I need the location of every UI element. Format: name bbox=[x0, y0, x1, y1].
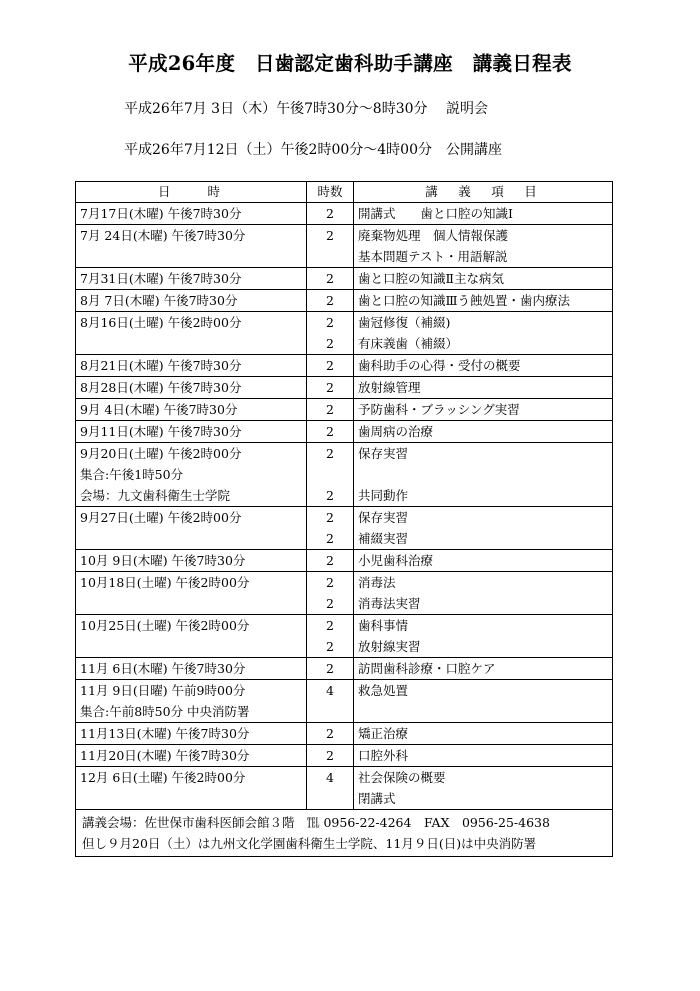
hours-cell bbox=[307, 225, 354, 268]
date-cell bbox=[76, 680, 307, 723]
hours-cell bbox=[307, 421, 354, 443]
open-lecture-line: 平成26年7月12日（土）午後2時00分〜4時00分 公開講座 bbox=[124, 142, 502, 158]
hours-cell bbox=[307, 615, 354, 658]
date-line: 7月 24日(木曜) 午後7時30分 bbox=[80, 228, 246, 243]
topic-cell bbox=[354, 507, 613, 550]
date-cell bbox=[76, 399, 307, 421]
footer-cell bbox=[76, 810, 613, 857]
date-line: 8月28日(木曜) 午後7時30分 bbox=[80, 380, 242, 395]
hours-value: 2 bbox=[326, 553, 334, 568]
hours-value: 2 bbox=[326, 402, 334, 417]
date-cell bbox=[76, 658, 307, 680]
date-cell bbox=[76, 312, 307, 355]
topic-line: 放射線実習 bbox=[358, 639, 421, 654]
datetime-header: 日 時 bbox=[76, 182, 307, 203]
hours-value: 2 bbox=[326, 358, 334, 373]
hours-cell bbox=[307, 443, 354, 507]
topic-line: 保存実習 bbox=[358, 510, 409, 525]
topic-line: 閉講式 bbox=[358, 791, 396, 806]
table-row bbox=[76, 225, 613, 268]
hours-value bbox=[311, 701, 349, 722]
date-line bbox=[80, 528, 302, 549]
topic-line: 共同動作 bbox=[358, 488, 409, 503]
date-line: 9月20日(土曜) 午後2時00分 bbox=[80, 446, 242, 461]
date-cell bbox=[76, 572, 307, 615]
topic-line: 消毒法実習 bbox=[358, 596, 421, 611]
date-line: 集合:午前8時50分 中央消防署 bbox=[80, 704, 250, 719]
topic-line: 歯と口腔の知識Ⅲう蝕処置・歯内療法 bbox=[358, 293, 571, 308]
date-line: 11月 9日(日曜) 午前9時00分 bbox=[80, 683, 246, 698]
topic-line: 保存実習 bbox=[358, 446, 409, 461]
hours-value: 4 bbox=[326, 683, 334, 698]
hours-cell bbox=[307, 268, 354, 290]
hours-cell bbox=[307, 723, 354, 745]
topic-cell bbox=[354, 268, 613, 290]
topic-line: 小児歯科治療 bbox=[358, 553, 434, 568]
hours-cell bbox=[307, 658, 354, 680]
date-cell bbox=[76, 355, 307, 377]
topic-cell bbox=[354, 203, 613, 225]
venue-note: 講義会場：佐世保市歯科医師会館３階 ℡ 0956-22-4264 FAX 0956-25-4638 bbox=[82, 815, 550, 830]
topic-line: 消毒法 bbox=[358, 575, 396, 590]
topic-cell bbox=[354, 443, 613, 507]
table-row bbox=[76, 658, 613, 680]
date-cell bbox=[76, 377, 307, 399]
topic-cell bbox=[354, 421, 613, 443]
hours-value: 4 bbox=[326, 770, 334, 785]
topic-line: 口腔外科 bbox=[358, 748, 409, 763]
page-title: 平成26年度 日歯認定歯科助手講座 講義日程表 bbox=[128, 52, 572, 75]
date-line: 7月17日(木曜) 午後7時30分 bbox=[80, 206, 242, 221]
date-cell bbox=[76, 507, 307, 550]
hours-value: 2 bbox=[326, 510, 334, 525]
date-line: 10月18日(土曜) 午後2時00分 bbox=[80, 575, 250, 590]
hours-cell bbox=[307, 745, 354, 767]
topic-line: 歯と口腔の知識Ⅱ主な病気 bbox=[358, 271, 504, 286]
topic-line bbox=[358, 701, 608, 722]
hours-value: 2 bbox=[326, 596, 334, 611]
date-line: 10月 9日(木曜) 午後7時30分 bbox=[80, 553, 246, 568]
date-cell bbox=[76, 615, 307, 658]
hours-value: 2 bbox=[326, 488, 334, 503]
hours-value: 2 bbox=[326, 446, 334, 461]
topic-line: 基本問題テスト・用語解説 bbox=[358, 249, 508, 264]
topic-line: 歯周病の治療 bbox=[358, 424, 434, 439]
date-line: 11月13日(木曜) 午後7時30分 bbox=[80, 726, 250, 741]
topic-cell bbox=[354, 225, 613, 268]
date-line bbox=[80, 333, 302, 354]
date-cell bbox=[76, 723, 307, 745]
hours-cell bbox=[307, 399, 354, 421]
date-line: 会場：九文歯科衛生士学院 bbox=[80, 488, 231, 503]
topic-cell bbox=[354, 680, 613, 723]
hours-cell bbox=[307, 290, 354, 312]
topic-line: 歯科助手の心得・受付の概要 bbox=[358, 358, 521, 373]
table-row bbox=[76, 290, 613, 312]
hours-cell bbox=[307, 550, 354, 572]
hours-value: 2 bbox=[326, 271, 334, 286]
date-cell bbox=[76, 550, 307, 572]
topic-cell bbox=[354, 550, 613, 572]
topic-cell bbox=[354, 355, 613, 377]
hours-cell bbox=[307, 312, 354, 355]
date-line: 10月25日(土曜) 午後2時00分 bbox=[80, 618, 250, 633]
topic-line: 放射線管理 bbox=[358, 380, 421, 395]
topic-cell bbox=[354, 399, 613, 421]
footer-row bbox=[76, 810, 613, 857]
date-line: 8月21日(木曜) 午後7時30分 bbox=[80, 358, 242, 373]
table-row bbox=[76, 355, 613, 377]
hours-cell bbox=[307, 377, 354, 399]
topic-line bbox=[358, 464, 608, 485]
date-line: 9月11日(木曜) 午後7時30分 bbox=[80, 424, 242, 439]
hours-cell bbox=[307, 355, 354, 377]
table-row bbox=[76, 312, 613, 355]
topic-cell bbox=[354, 658, 613, 680]
topic-cell bbox=[354, 723, 613, 745]
hours-value bbox=[311, 464, 349, 485]
table-row bbox=[76, 268, 613, 290]
table-header-row bbox=[76, 182, 613, 203]
topic-line: 廃棄物処理 個人情報保護 bbox=[358, 228, 509, 243]
topic-line: 開講式 歯と口腔の知識Ⅰ bbox=[358, 206, 513, 221]
hours-cell bbox=[307, 767, 354, 810]
topic-line: 救急処置 bbox=[358, 683, 409, 698]
date-cell bbox=[76, 443, 307, 507]
table-row bbox=[76, 203, 613, 225]
date-cell bbox=[76, 745, 307, 767]
hours-value: 2 bbox=[326, 228, 334, 243]
date-line bbox=[80, 788, 302, 809]
topic-cell bbox=[354, 615, 613, 658]
date-line: 集合:午後1時50分 bbox=[80, 467, 184, 482]
table-row bbox=[76, 615, 613, 658]
date-line bbox=[80, 246, 302, 267]
topic-line: 予防歯科・ブラッシング実習 bbox=[358, 402, 520, 417]
table-row bbox=[76, 507, 613, 550]
table-row bbox=[76, 421, 613, 443]
hours-value: 2 bbox=[326, 618, 334, 633]
date-line: 9月27日(土曜) 午後2時00分 bbox=[80, 510, 242, 525]
explanation-session-line: 平成26年7月 3日（木）午後7時30分〜8時30分 説明会 bbox=[124, 101, 488, 117]
topic-cell bbox=[354, 377, 613, 399]
date-line: 11月20日(木曜) 午後7時30分 bbox=[80, 748, 250, 763]
table-row bbox=[76, 377, 613, 399]
date-line: 9月 4日(木曜) 午後7時30分 bbox=[80, 402, 238, 417]
hours-cell bbox=[307, 507, 354, 550]
date-line bbox=[80, 636, 302, 657]
topic-cell bbox=[354, 745, 613, 767]
table-row bbox=[76, 572, 613, 615]
date-cell bbox=[76, 203, 307, 225]
hours-value: 2 bbox=[326, 424, 334, 439]
schedule-body bbox=[76, 203, 613, 810]
hours-value bbox=[311, 246, 349, 267]
table-row bbox=[76, 745, 613, 767]
table-row bbox=[76, 680, 613, 723]
topic-line: 社会保険の概要 bbox=[358, 770, 446, 785]
hours-value: 2 bbox=[326, 661, 334, 676]
topic-line: 矯正治療 bbox=[358, 726, 409, 741]
table-row bbox=[76, 443, 613, 507]
date-cell bbox=[76, 290, 307, 312]
topic-cell bbox=[354, 312, 613, 355]
date-line: 7月31日(木曜) 午後7時30分 bbox=[80, 271, 242, 286]
topic-line: 訪問歯科診療・口腔ケア bbox=[358, 661, 496, 676]
date-cell bbox=[76, 225, 307, 268]
hours-value: 2 bbox=[326, 315, 334, 330]
date-cell bbox=[76, 421, 307, 443]
date-line: 12月 6日(土曜) 午後2時00分 bbox=[80, 770, 246, 785]
hours-value: 2 bbox=[326, 206, 334, 221]
hours-value: 2 bbox=[326, 639, 334, 654]
topic-cell bbox=[354, 290, 613, 312]
hours-value: 2 bbox=[326, 293, 334, 308]
exception-note: 但し９月20日（土）は九州文化学園歯科衛生士学院、11月９日(日)は中央消防署 bbox=[82, 836, 537, 851]
hours-value: 2 bbox=[326, 336, 334, 351]
date-line: 8月 7日(木曜) 午後7時30分 bbox=[80, 293, 238, 308]
hours-cell bbox=[307, 203, 354, 225]
hours-cell bbox=[307, 572, 354, 615]
hours-value: 2 bbox=[326, 380, 334, 395]
topic-line: 補綴実習 bbox=[358, 531, 409, 546]
hours-value bbox=[311, 788, 349, 809]
schedule-table bbox=[75, 181, 613, 857]
hours-cell bbox=[307, 680, 354, 723]
date-cell bbox=[76, 268, 307, 290]
topic-line: 歯冠修復（補綴) bbox=[358, 315, 451, 330]
hours-value: 2 bbox=[326, 726, 334, 741]
topic-line: 有床義歯（補綴） bbox=[358, 336, 459, 351]
topic-cell bbox=[354, 767, 613, 810]
date-line: 11月 6日(木曜) 午後7時30分 bbox=[80, 661, 246, 676]
table-row bbox=[76, 767, 613, 810]
hours-value: 2 bbox=[326, 575, 334, 590]
date-line: 8月16日(土曜) 午後2時00分 bbox=[80, 315, 242, 330]
topic-cell bbox=[354, 572, 613, 615]
topics-header: 講 義 項 目 bbox=[354, 182, 613, 203]
date-cell bbox=[76, 767, 307, 810]
date-line bbox=[80, 593, 302, 614]
table-row bbox=[76, 399, 613, 421]
hours-value: 2 bbox=[326, 531, 334, 546]
hours-value: 2 bbox=[326, 748, 334, 763]
topic-line: 歯科事情 bbox=[358, 618, 409, 633]
table-row bbox=[76, 723, 613, 745]
hours-header: 時数 bbox=[307, 182, 354, 203]
table-row bbox=[76, 550, 613, 572]
